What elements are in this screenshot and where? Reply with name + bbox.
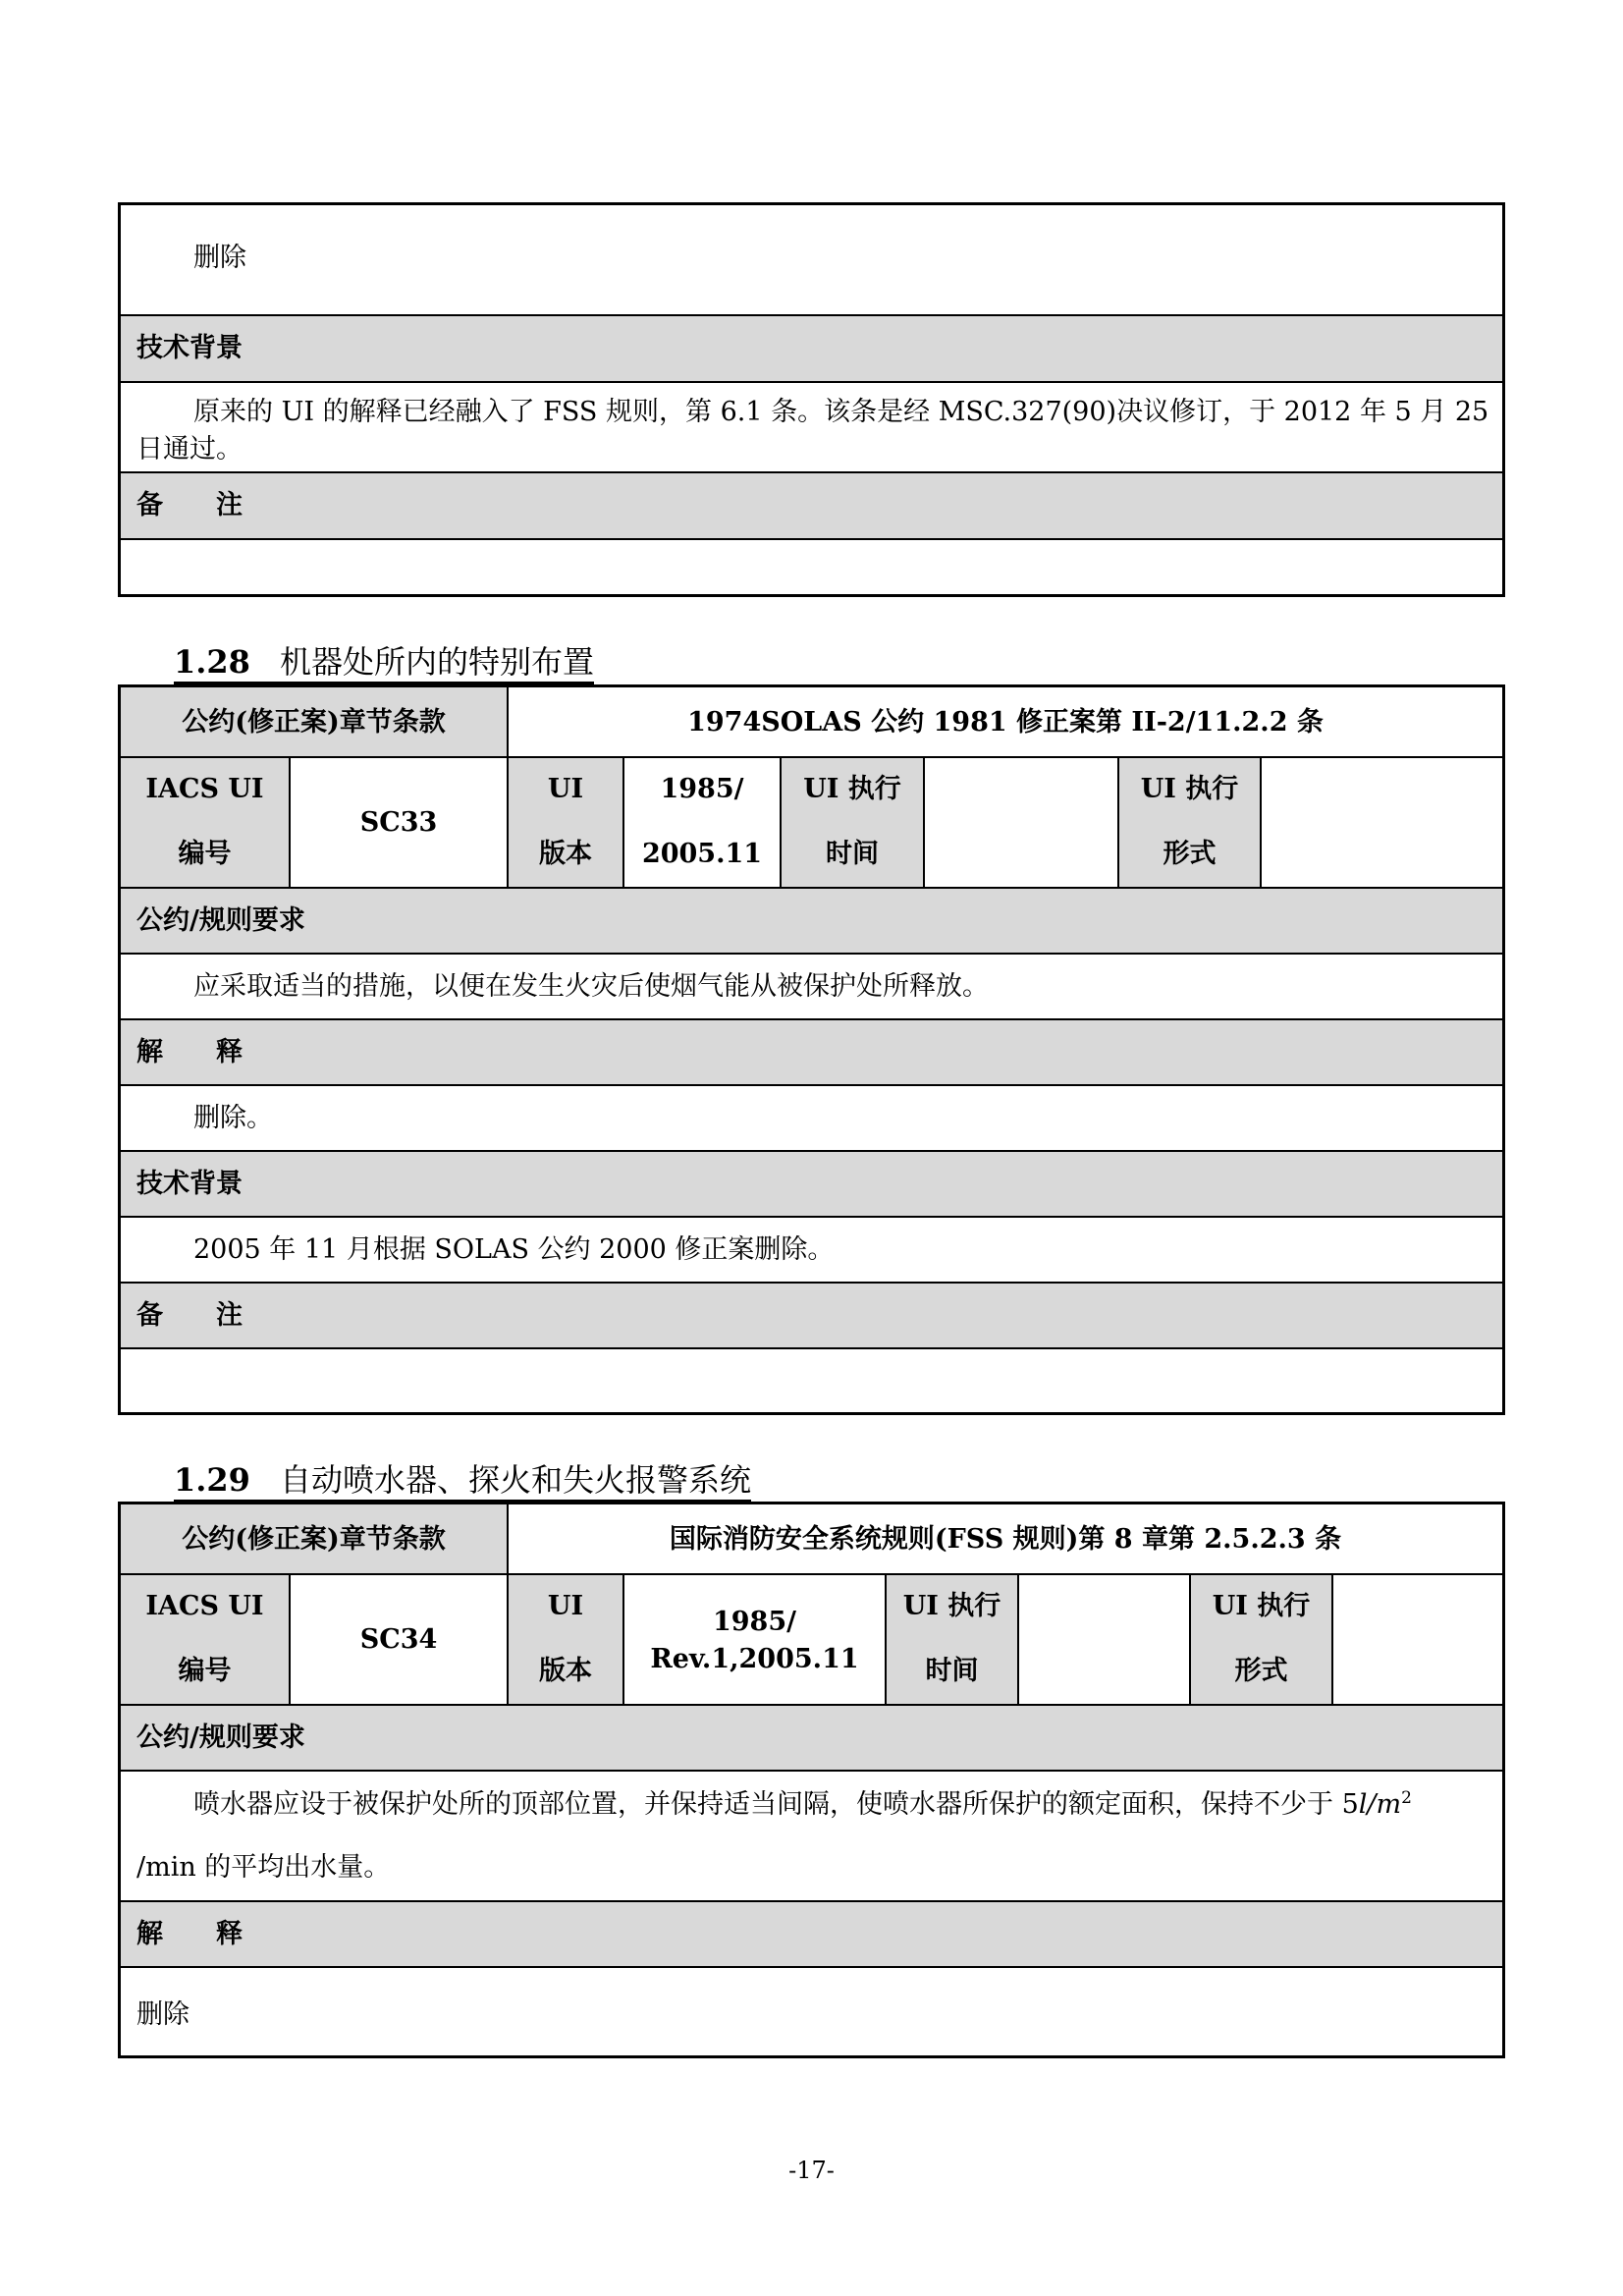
remark-header-row [121, 1282, 1502, 1347]
exec-time-label-1: UI 执行 [803, 774, 901, 804]
req-unit: l/m [1358, 1789, 1402, 1820]
interp-header: 解 释 [136, 1037, 243, 1067]
tech-header: 技术背景 [136, 333, 243, 363]
convention-value-cell [507, 1504, 1502, 1573]
tech-text-row [121, 1216, 1502, 1282]
exec-form-label-1: UI 执行 [1212, 1591, 1311, 1621]
remark-header-row [121, 471, 1502, 538]
tech-header-row [121, 314, 1502, 381]
ui-info-row [121, 756, 1502, 887]
exec-form-label-cell [1189, 1575, 1331, 1704]
version-value-cell [622, 1575, 885, 1704]
remark-row [121, 538, 1502, 594]
convention-row [121, 1504, 1502, 1573]
tech-text-row [121, 381, 1502, 471]
req-text: 应采取适当的措施，以便在发生火灾后使烟气能从被保护处所释放。 [193, 971, 989, 1002]
exec-form-label-cell [1117, 758, 1260, 887]
ui-version-label-cell [507, 758, 622, 887]
iacs-value: SC33 [359, 807, 438, 838]
req-header-row [121, 1704, 1502, 1770]
remark-row [121, 1347, 1502, 1412]
ui-info-row [121, 1573, 1502, 1704]
section-heading-1-28 [174, 643, 594, 684]
req-line-1 [193, 1790, 1412, 1818]
tech-text: 2005 年 11 月根据 SOLAS 公约 2000 修正案删除。 [193, 1234, 835, 1265]
interp-text: 删除 [136, 1999, 189, 2030]
iacs-label-cell [121, 1575, 289, 1704]
version-value-cell [622, 758, 780, 887]
ui-label-2: 版本 [539, 1656, 592, 1686]
version-line-1: 1985/ [660, 774, 744, 804]
exec-form-label-1: UI 执行 [1140, 774, 1239, 804]
req-unit-superscript: 2 [1401, 1788, 1412, 1808]
iacs-label-1: IACS UI [145, 774, 264, 804]
delete-text: 删除 [193, 243, 246, 273]
iacs-label-2: 编号 [178, 839, 232, 869]
exec-time-label-cell [885, 1575, 1017, 1704]
exec-time-label-2: 时间 [826, 839, 879, 869]
exec-form-label-2: 形式 [1163, 839, 1217, 869]
version-line-1: 1985/ [712, 1607, 796, 1637]
exec-time-value-cell [1017, 1575, 1189, 1704]
convention-label: 公约(修正案)章节条款 [182, 1524, 446, 1555]
version-line-2: 2005.11 [641, 839, 763, 869]
exec-form-value-cell [1260, 758, 1502, 887]
iacs-label-1: IACS UI [145, 1591, 264, 1621]
ui-label-2: 版本 [539, 839, 592, 869]
ui-label-1: UI [547, 1591, 584, 1621]
table-1-29 [118, 1502, 1505, 2058]
iacs-label-2: 编号 [178, 1656, 232, 1686]
req-header: 公约/规则要求 [136, 905, 305, 936]
req-header-row [121, 887, 1502, 953]
tech-header: 技术背景 [136, 1169, 243, 1199]
exec-time-label-2: 时间 [925, 1656, 979, 1686]
page-number: -17- [788, 2157, 835, 2184]
iacs-label-cell [121, 758, 289, 887]
delete-row [121, 205, 1502, 314]
iacs-value-cell [289, 758, 507, 887]
interp-header-row [121, 1900, 1502, 1966]
section-heading-1-29 [174, 1461, 751, 1503]
req-header: 公约/规则要求 [136, 1722, 305, 1753]
interp-text: 删除。 [193, 1103, 273, 1133]
convention-label: 公约(修正案)章节条款 [182, 707, 446, 738]
req-line-1-text: 喷水器应设于被保护处所的顶部位置，并保持适当间隔，使喷水器所保护的额定面积，保持不少于 5 [193, 1789, 1359, 1820]
req-text-row [121, 953, 1502, 1018]
exec-time-value-cell [923, 758, 1117, 887]
tech-header-row [121, 1150, 1502, 1216]
tech-line-1: 原来的 UI 的解释已经融入了 FSS 规则，第 6.1 条。该条是经 MSC.327(90)决议修订，于 2012 年 5 月 25 [193, 397, 1489, 427]
convention-value-cell [507, 687, 1502, 756]
iacs-value: SC34 [359, 1624, 438, 1655]
exec-form-value-cell [1331, 1575, 1502, 1704]
ui-version-label-cell [507, 1575, 622, 1704]
exec-time-label-1: UI 执行 [902, 1591, 1001, 1621]
remark-header: 备 注 [136, 490, 243, 520]
table-1-28 [118, 684, 1505, 1415]
req-text-row [121, 1770, 1502, 1900]
convention-value: 1974SOLAS 公约 1981 修正案第 II-2/11.2.2 条 [687, 707, 1324, 738]
interp-text-row [121, 1966, 1502, 2055]
convention-value: 国际消防安全系统规则(FSS 规则)第 8 章第 2.5.2.3 条 [669, 1524, 1342, 1555]
section-number: 1.28 [174, 643, 250, 681]
remark-header: 备 注 [136, 1300, 243, 1331]
section-title: 自动喷水器、探火和失火报警系统 [279, 1461, 751, 1499]
convention-row [121, 687, 1502, 756]
interp-text-row [121, 1084, 1502, 1150]
section-title: 机器处所内的特别布置 [279, 643, 594, 681]
section-number: 1.29 [174, 1461, 250, 1499]
continued-table [118, 202, 1505, 597]
ui-label-1: UI [547, 774, 584, 804]
interp-header: 解 释 [136, 1919, 243, 1949]
version-line-2: Rev.1,2005.11 [650, 1644, 859, 1674]
interp-header-row [121, 1018, 1502, 1084]
exec-time-label-cell [780, 758, 923, 887]
iacs-value-cell [289, 1575, 507, 1704]
req-line-2: /min 的平均出水量。 [136, 1852, 391, 1883]
exec-form-label-2: 形式 [1234, 1656, 1288, 1686]
tech-line-2: 日通过。 [136, 434, 243, 465]
